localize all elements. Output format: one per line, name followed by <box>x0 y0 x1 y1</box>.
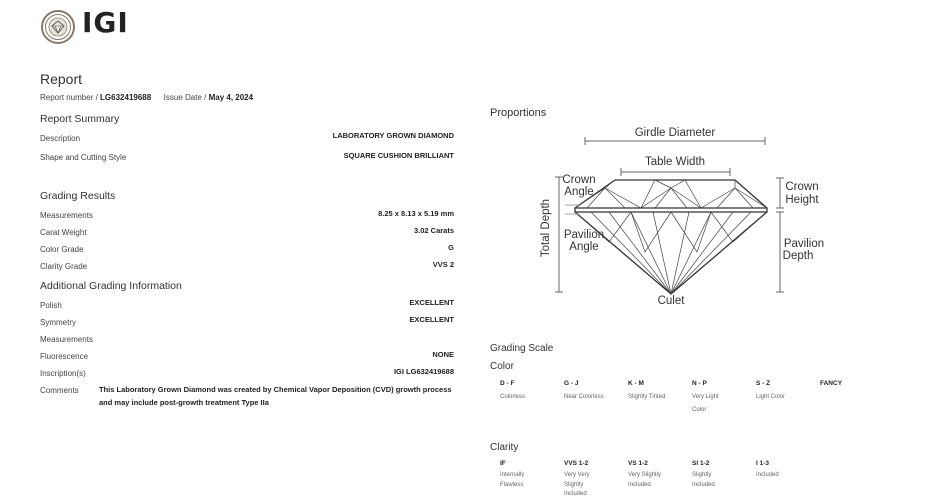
label-girdle-diameter: Girdle Diameter <box>634 127 716 139</box>
clarity-code-1: IF <box>500 460 506 467</box>
brand-name: IGI <box>82 6 129 39</box>
additional-label-symmetry: Symmetry <box>40 318 76 327</box>
label-pavilion-depth-line1: Pavilion <box>783 238 825 250</box>
additional-value-inscription: IGI LG632419688 <box>393 367 454 376</box>
grading-label-measurements: Measurements <box>40 211 93 220</box>
clarity-scale-title: Clarity <box>490 442 519 453</box>
grading-title: Grading Results <box>40 190 116 202</box>
clarity-desc-2: Very Very Slightly Included <box>564 472 590 497</box>
label-crown-angle-line1: Crown <box>562 174 596 186</box>
clarity-code-3: VS 1-2 <box>628 460 648 467</box>
summary-title: Report Summary <box>40 113 120 125</box>
issue-date-label: Issue Date / <box>163 93 207 102</box>
color-code-4: N - P <box>692 380 707 387</box>
color-desc-2: Near Colorless <box>564 394 604 400</box>
report-title: Report <box>40 71 83 87</box>
color-code-6: FANCY <box>820 380 843 387</box>
color-desc-5: Light Color <box>756 394 786 400</box>
label-crown-height-line2: Height <box>785 194 819 206</box>
additional-value-fluorescence: NONE <box>432 350 454 359</box>
label-crown-angle-line2: Angle <box>564 186 594 198</box>
additional-label-inscription: Inscription(s) <box>40 369 86 378</box>
label-pavilion-angle-line2: Angle <box>569 241 599 253</box>
grading-value-carat: 3.02 Carats <box>413 226 454 235</box>
proportions-title: Proportions <box>490 107 547 119</box>
additional-value-polish: EXCELLENT <box>409 298 454 307</box>
clarity-code-5: I 1-3 <box>756 460 770 467</box>
grading-label-carat: Carat Weight <box>40 228 87 237</box>
color-desc-4: Very Light Color <box>692 394 719 413</box>
clarity-code-4: SI 1-2 <box>692 460 710 467</box>
grading-value-clarity: VVS 2 <box>432 260 454 269</box>
clarity-desc-3: Very Slightly Included <box>628 472 662 488</box>
color-desc-3: Slightly Tinted <box>628 394 666 400</box>
clarity-desc-5: Included <box>756 472 779 478</box>
color-scale-title: Color <box>490 361 514 372</box>
additional-value-comments: This Laboratory Grown Diamond was created by Chemical Vapor Deposition (CVD) growth process and may include post-growth treatment Type IIa <box>99 385 452 407</box>
color-code-3: K - M <box>628 380 644 387</box>
grading-label-clarity: Clarity Grade <box>40 262 88 271</box>
summary-value-description: LABORATORY GROWN DIAMOND <box>332 131 454 140</box>
grading-label-color: Color Grade <box>40 245 84 254</box>
report-number-label: Report number / <box>40 93 98 102</box>
clarity-desc-1: Internally Flawless <box>500 472 525 488</box>
additional-label-polish: Polish <box>40 301 62 310</box>
label-table-width: Table Width <box>644 156 706 168</box>
report-meta <box>40 93 253 102</box>
additional-title: Additional Grading Information <box>40 280 182 292</box>
additional-value-symmetry: EXCELLENT <box>409 315 454 324</box>
grading-value-measurements: 8.25 x 8.13 x 5.19 mm <box>378 209 454 218</box>
clarity-code-2: VVS 1-2 <box>564 460 589 467</box>
additional-label-measurements: Measurements <box>40 335 93 344</box>
color-code-5: S - Z <box>756 380 771 387</box>
label-pavilion-angle-line1: Pavilion <box>563 229 605 241</box>
label-culet: Culet <box>657 295 685 307</box>
igi-seal-icon <box>42 11 74 43</box>
label-crown-height-line1: Crown <box>785 181 819 193</box>
summary-label-shape: Shape and Cutting Style <box>40 153 127 162</box>
grading-scale-title: Grading Scale <box>490 343 554 354</box>
color-code-1: D - F <box>500 380 515 387</box>
clarity-desc-4: Slightly Included <box>692 472 715 488</box>
color-code-2: G - J <box>564 380 579 387</box>
additional-label-comments: Comments <box>40 386 79 395</box>
diamond-proportions-diagram <box>535 122 835 312</box>
additional-label-fluorescence: Fluorescence <box>40 352 89 361</box>
summary-label-description: Description <box>40 134 81 143</box>
issue-date: May 4, 2024 <box>208 93 254 102</box>
label-pavilion-depth-line2: Depth <box>782 250 814 262</box>
grading-value-color: G <box>448 243 454 252</box>
report-number: LG632419688 <box>100 93 152 102</box>
color-desc-1: Colorless <box>500 394 526 400</box>
label-total-depth: Total Depth <box>540 198 552 258</box>
summary-value-shape: SQUARE CUSHION BRILLIANT <box>343 151 454 160</box>
